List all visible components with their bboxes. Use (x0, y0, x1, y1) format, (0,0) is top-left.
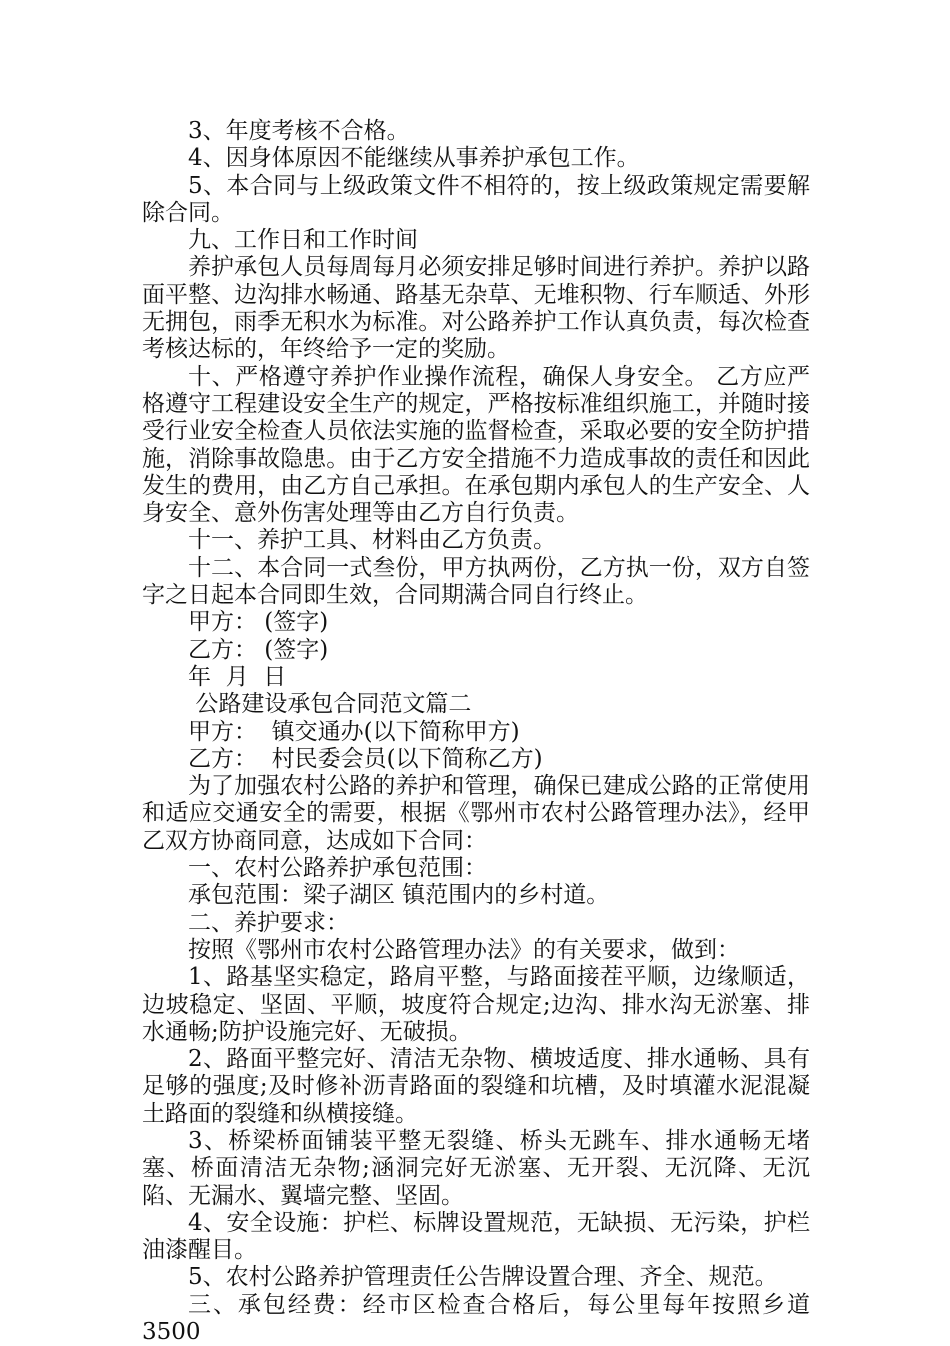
paragraph: 5、农村公路养护管理责任公告牌设置合理、齐全、规范。 (188, 1264, 778, 1291)
paragraph: 按照《鄂州市农村公路管理办法》的有关要求，做到： (188, 936, 740, 963)
paragraph: 4、安全设施：护栏、标牌设置规范，无缺损、无污染，护栏油漆醒目。 (142, 1209, 810, 1264)
paragraph: 5、本合同与上级政策文件不相符的，按上级政策规定需要解除合同。 (142, 172, 810, 226)
paragraph: 1、路基坚实稳定，路肩平整，与路面接茬平顺，边缘顺适，边坡稳定、坚固、平顺，坡度符合规定;边沟、排水沟无淤塞、排水通畅;防护设施完好、无破损。 (142, 964, 810, 1045)
signature-party-a: 甲方： (签字) (188, 609, 329, 636)
section-heading: 一、农村公路养护承包范围： (188, 855, 487, 882)
signature-party-b: 乙方： (签字) (188, 636, 329, 663)
paragraph: 为了加强农村公路的养护和管理，确保已建成公路的正常使用和适应交通安全的需要，根据《鄂州市农村公路管理办法》，经甲乙双方协商同意，达成如下合同： (142, 773, 810, 854)
party-b-line: 乙方： 村民委会员(以下简称乙方) (188, 745, 543, 772)
paragraph: 三、承包经费：经市区检查合格后，每公里每年按照乡道3500 (142, 1291, 810, 1346)
section-heading: 九、工作日和工作时间 (188, 227, 418, 254)
paragraph: 十二、本合同一式叁份，甲方执两份，乙方执一份，双方自签字之日起本合同即生效，合同期满合同自行终止。 (142, 554, 810, 609)
paragraph: 十、严格遵守养护作业操作流程，确保人身安全。 乙方应严格遵守工程建设安全生产的规定，严格按标准组织施工，并随时接受行业安全检查人员依法实施的监督检查，采取必要的安全防护措施，消除事故隐患。由于乙方安全措施不力造成事故的责任和因此发生的费用，由乙方自己承担。在承包期内承包人的生产安全、人身安全、意外伤害处理等由乙方自行负责。 (142, 363, 810, 527)
document-page (142, 118, 810, 1346)
party-a-line: 甲方： 镇交通办(以下简称甲方) (188, 718, 520, 745)
document-subtitle: 公路建设承包合同范文篇二 (188, 691, 472, 718)
paragraph: 养护承包人员每周每月必须安排足够时间进行养护。养护以路面平整、边沟排水畅通、路基无杂草、无堆积物、行车顺适、外形无拥包，雨季无积水为标准。对公路养护工作认真负责，每次检查考核达标的，年终给予一定的奖励。 (142, 254, 810, 363)
paragraph: 3、桥梁桥面铺装平整无裂缝、桥头无跳车、排水通畅无堵塞、桥面清洁无杂物;涵洞完好无淤塞、无开裂、无沉降、无沉陷、无漏水、翼墙完整、坚固。 (142, 1127, 810, 1209)
paragraph: 3、年度考核不合格。 (188, 118, 410, 144)
paragraph: 十一、养护工具、材料由乙方负责。 (188, 527, 556, 554)
paragraph: 承包范围：梁子湖区 镇范围内的乡村道。 (188, 882, 610, 909)
paragraph: 2、路面平整完好、清洁无杂物、横坡适度、排水通畅、具有足够的强度;及时修补沥青路面的裂缝和坑槽，及时填灌水泥混凝土路面的裂缝和纵横接缝。 (142, 1046, 810, 1127)
date-line: 年 月 日 (188, 663, 287, 690)
section-heading: 二、养护要求： (188, 909, 349, 936)
paragraph: 4、因身体原因不能继续从事养护承包工作。 (188, 145, 640, 172)
